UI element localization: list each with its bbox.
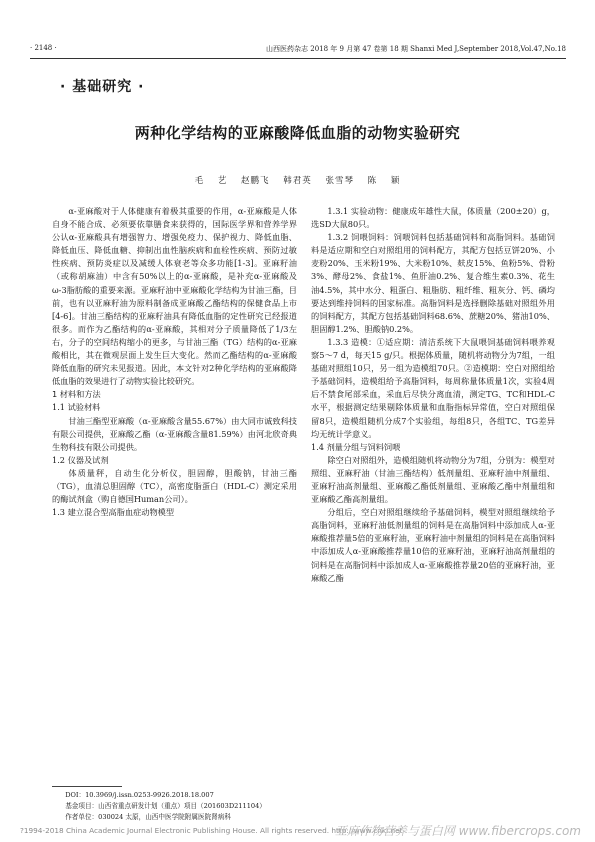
left-column <box>52 205 297 519</box>
heading-materials-methods: 1 材料和方法 <box>52 389 101 400</box>
running-header <box>30 44 566 58</box>
heading-animal-model: 1.3 建立混合型高脂血症动物模型 <box>52 507 175 518</box>
journal-citation: 山西医药杂志 2018 年 9 月第 47 卷第 18 期 Shanxi Med J,September 2018,Vol.47,No.18 <box>266 45 566 53</box>
paragraph-test-materials: 甘油三酯型亚麻酸（α-亚麻酸含量55.67%）由大同市诚致科技有限公司提供，亚麻酸乙酯（α-亚麻酸含量81.59%）由河北欣奇典生物科技有限公司提供。 <box>52 415 297 452</box>
paragraph-modeling: 1.3.3 造模：①适应期：清洁系统下大鼠喂饲基础饲料喂养观察5～7 d，每天15 g/只。根据体质量，随机将动物分为7组，一组基础对照组10只，另一组为造模组70只。②造模期：空白对照组给予基础饲料，造模组给予高脂饲料，每周称量体质量1次，实验4周后不禁食尾部采血，采血后尽快分离血清，测定TG、TC和HDL-C水平，根据测定结果剔除体质量和血脂指标异常值，空白对照组保留8只，造模组随机分成7个实验组，每组8只，各组TC、TG差异均无统计学意义。 <box>311 336 555 439</box>
right-column <box>311 205 555 585</box>
page-number: · 2148 · <box>30 44 57 52</box>
footnotes <box>52 790 297 823</box>
heading-test-materials: 1.1 试验材料 <box>52 402 101 413</box>
section-title: · 基础研究 · <box>60 79 145 95</box>
footnote-rule <box>52 786 122 787</box>
footnote-doi: DOI：10.3969/j.issn.0253-9926.2018.18.007 <box>65 791 214 799</box>
header-rule <box>30 58 566 59</box>
copyright-footer: ?1994-2018 China Academic Journal Electronic Publishing House. All rights reserved. http://www.cnki.net <box>20 826 403 835</box>
paragraph-experimental-animals: 1.3.1 实验动物：健康成年雄性大鼠，体质量（200±20）g，选SD大鼠80只。 <box>311 206 555 230</box>
site-watermark: 亚麻作物营养与蛋白网 www.fibercrops.com <box>334 824 581 838</box>
intro-paragraph: α-亚麻酸对于人体健康有着极其重要的作用，α-亚麻酸是人体自身不能合成、必须要依靠膳食来获得的，国际医学界和营养学界公认α-亚麻酸具有增强智力、增强免疫力、保护视力、降低血脂、降低血压、降低血糖、抑制出血性脑疾病和血栓性疾病、预防过敏性疾病、预防炎症以及减缓人体衰老等众多功能[1-3]。亚麻籽油（或称胡麻油）中含有50%以上的α-亚麻酸，是补充α-亚麻酸及ω-3脂肪酸的重要来源。亚麻籽油中亚麻酸化学结构为甘油三酯，目前，也有以亚麻籽油为原料制备成亚麻酸乙酯结构的保健食品上市[4-6]。甘油三酯结构的亚麻籽油具有降低血脂的定性研究已经报道很多。而作为乙酯结构的α-亚麻酸，其相对分子质量降低了1/3左右，分子的空间结构缩小的更多，与甘油三酯（TG）结构的α-亚麻酸相比，其在微观层面上发生巨大变化。然而乙酯结构的α-亚麻酸降低血脂的研究未见报道。因此，本文针对2种化学结构的亚麻酸降低血脂的效果进行了动物实验比较研究。 <box>52 206 297 387</box>
paragraph-feed: 1.3.2 饲喂饲料：饲喂饲料包括基础饲料和高脂饲料。基础饲料是适应期和空白对照组用的饲料配方，其配方包括豆饼20%、小麦粉20%、玉米粉19%、大米粉10%、麸皮15%、鱼粉5%、骨粉3%、酵母2%、食盐1%、鱼肝油0.2%、复合维生素0.3%、花生油4.5%，其中水分、粗蛋白、粗脂肪、粗纤维、粗灰分、钙、磷均要达到维持饲料的国家标准。高脂饲料是选择删除基础对照组外用的饲料配方，其配方包括基础饲料68.6%、蔗糖20%、猪油10%、胆固醇1.2%、胆酸钠0.2%。 <box>311 232 555 334</box>
heading-dose-grouping: 1.4 剂量分组与饲料饲喂 <box>311 441 401 452</box>
footnote-affiliation: 作者单位：030024 太原，山西中医学院附属医院肾病科 <box>65 813 231 821</box>
footnote-funding: 基金项目：山西省重点研发计划（重点）项目（201603D211104） <box>65 802 266 810</box>
article-title: 两种化学结构的亚麻酸降低血脂的动物实验研究 <box>134 124 461 142</box>
heading-instruments: 1.2 仪器及试剂 <box>52 454 109 465</box>
author-list: 毛 艺 赵鹏飞 韩君英 张雪琴 陈 颖 <box>194 176 401 186</box>
paragraph-instruments: 体质量秤，自动生化分析仪，胆固醇，胆酸钠，甘油三酯（TG），血清总胆固醇（TC），高密度脂蛋白（HDL-C）测定采用的酶试剂盒（购自德国Human公司）。 <box>52 467 297 505</box>
paragraph-grouping: 除空白对照组外，造模组随机将动物分为7组，分别为：模型对照组、亚麻籽油（甘油三酯结构）低剂量组、亚麻籽油中剂量组、亚麻籽油高剂量组、亚麻酸乙酯低剂量组、亚麻酸乙酯中剂量组和亚麻酸乙酯高剂量组。 <box>311 454 555 505</box>
paragraph-dosing: 分组后，空白对照组继续给予基础饲料，模型对照组继续给予高脂饲料，亚麻籽油低剂量组的饲料是在高脂饲料中添加成人α-亚麻酸推荐量5倍的亚麻籽油，亚麻籽油中剂量组的饲料是在高脂饲料中添加成人α-亚麻酸推荐量10倍的亚麻籽油，亚麻籽油高剂量组的饲料是在高脂饲料中添加成人α-亚麻酸推荐量20倍的亚麻籽油，亚麻酸乙酯 <box>311 507 555 583</box>
